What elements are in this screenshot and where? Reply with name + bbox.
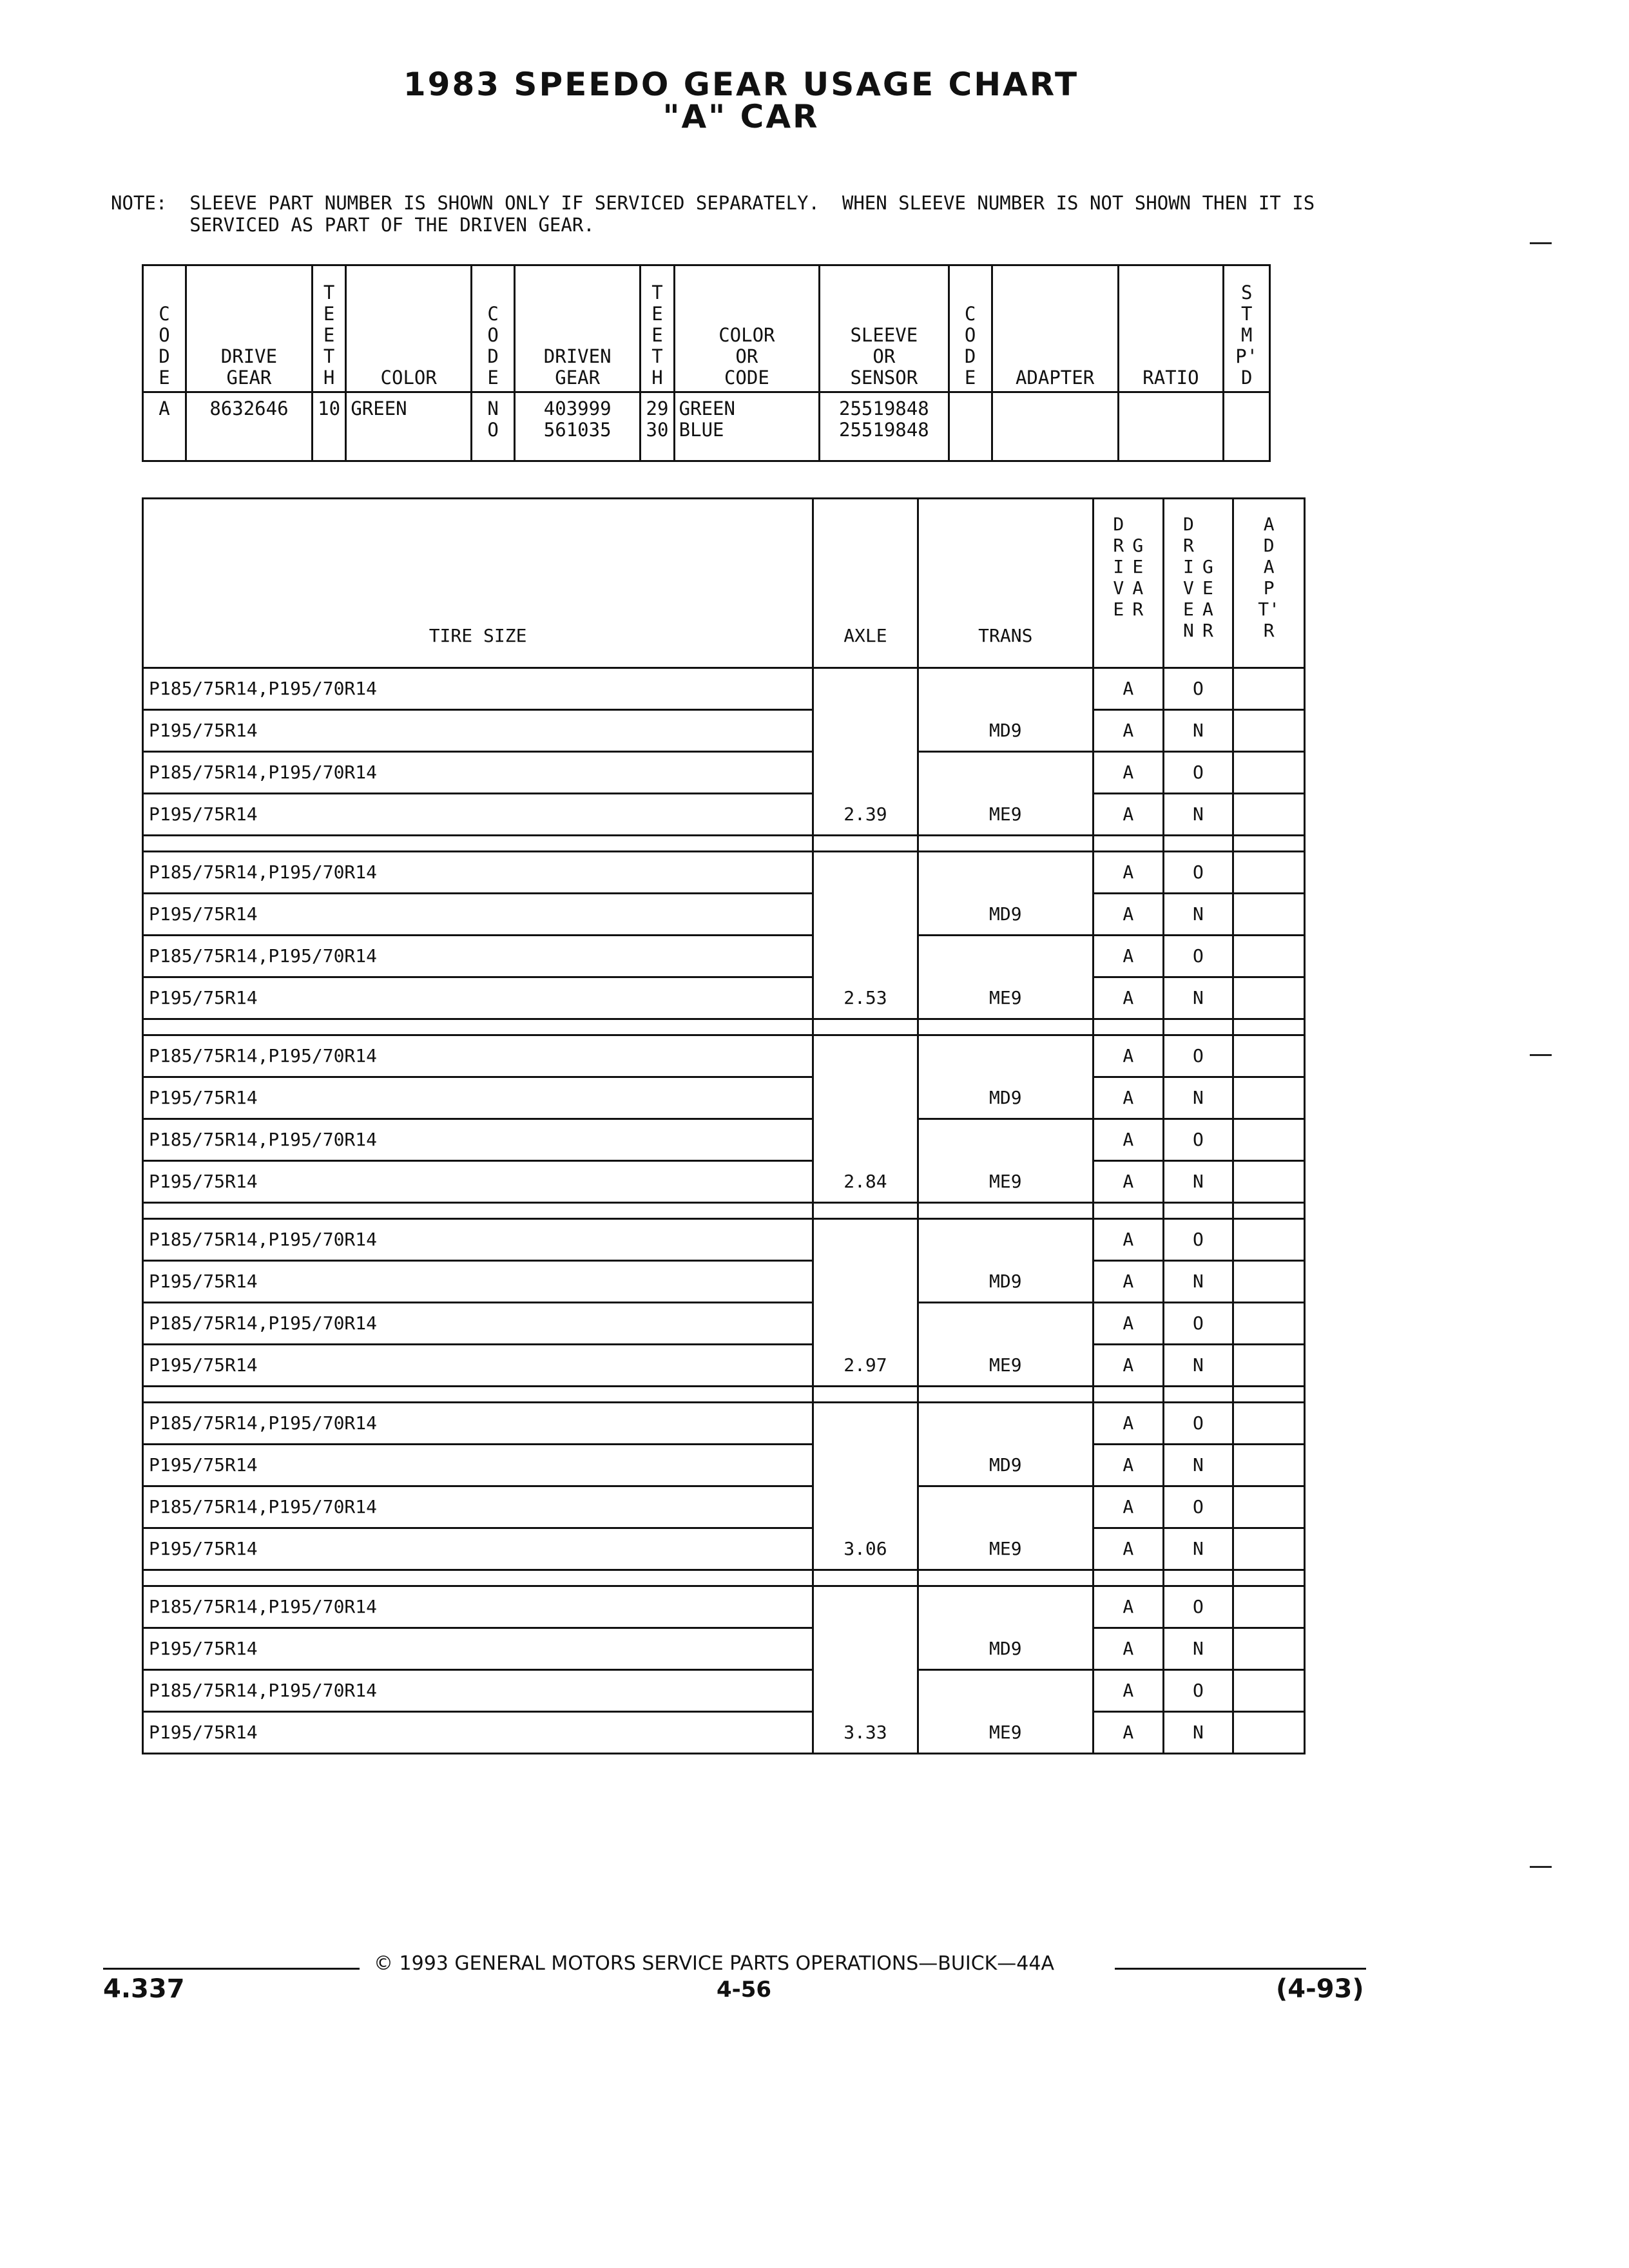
tire-size-cell: P195/75R14 (143, 1712, 813, 1754)
table-row (143, 1403, 1305, 1445)
tire-size-cell: P185/75R14,P195/70R14 (143, 1303, 813, 1345)
driven-gear-cell: O (1163, 852, 1233, 894)
spacer-cell (918, 1019, 1093, 1035)
spacer-cell (1233, 1387, 1305, 1403)
footer-rule-right (1115, 1968, 1366, 1970)
adapter-cell (1233, 1628, 1305, 1670)
ratio-header: RATIO (1118, 265, 1224, 392)
trans-header: TRANS (918, 499, 1093, 668)
adapter-cell (1233, 1403, 1305, 1445)
driven-gear-cell: O (1163, 1219, 1233, 1261)
spacer-cell (1163, 1203, 1233, 1219)
trans-cell: ME9 (918, 1670, 1093, 1754)
trans-cell: ME9 (918, 1303, 1093, 1387)
driven-gear-cell: N (1163, 977, 1233, 1019)
tire-size-cell: P195/75R14 (143, 1445, 813, 1486)
tire-size-cell: P195/75R14 (143, 1161, 813, 1203)
driven-gear-cell: N (1163, 894, 1233, 936)
sleeve-cell: 25519848 25519848 (820, 392, 949, 461)
tire-size-cell: P185/75R14,P195/70R14 (143, 936, 813, 977)
code3-cell (949, 392, 992, 461)
adapter-cell (992, 392, 1118, 461)
driven-gear-header: DRIVEN GEAR (515, 265, 641, 392)
color-cell: GREEN (346, 392, 472, 461)
spacer-cell (813, 836, 918, 852)
drive-gear-cell: A (1093, 894, 1163, 936)
spacer-cell (1163, 1387, 1233, 1403)
tire-size-cell: P185/75R14,P195/70R14 (143, 1486, 813, 1528)
table-row (143, 852, 1305, 894)
drive-gear-cell: A (1093, 1303, 1163, 1345)
gear-table-header (143, 265, 1270, 392)
spacer-cell (918, 836, 1093, 852)
drive-gear-cell: A (1093, 1628, 1163, 1670)
drive-gear-cell: A (1093, 1119, 1163, 1161)
adapter-cell (1233, 1261, 1305, 1303)
tire-size-cell: P185/75R14,P195/70R14 (143, 1670, 813, 1712)
drive-gear-cell: 8632646 (186, 392, 312, 461)
adapter-cell (1233, 1345, 1305, 1387)
adapter-cell (1233, 710, 1305, 752)
adapter-cell (1233, 1445, 1305, 1486)
table-row (143, 1119, 1305, 1161)
axle-cell: 2.84 (813, 1035, 918, 1203)
margin-tick (1530, 242, 1552, 244)
tire-size-cell: P195/75R14 (143, 1077, 813, 1119)
adapter-cell (1233, 752, 1305, 794)
driven-gear-cell: O (1163, 752, 1233, 794)
spacer-cell (813, 1387, 918, 1403)
footer-left-page: 4.337 (103, 1974, 185, 2004)
trans-cell: ME9 (918, 752, 1093, 836)
drive-gear-cell: A (1093, 1219, 1163, 1261)
tire-size-cell: P195/75R14 (143, 1345, 813, 1387)
footer-copyright: © 1993 GENERAL MOTORS SERVICE PARTS OPERATIONS—BUICK—44A (374, 1952, 1055, 1975)
trans-cell: MD9 (918, 852, 1093, 936)
driven-gear-cell: O (1163, 1670, 1233, 1712)
adapter-cell (1233, 1712, 1305, 1754)
teeth2-cell: 29 30 (641, 392, 674, 461)
drive-gear-header: D R I V EG E A R (1093, 499, 1163, 668)
footer-right-page: (4-93) (1276, 1974, 1364, 2004)
table-row (143, 1486, 1305, 1528)
table-row (143, 1445, 1305, 1486)
adapter-cell (1233, 668, 1305, 710)
spacer-cell (1093, 1387, 1163, 1403)
drive-gear-cell: A (1093, 1077, 1163, 1119)
spacer-cell (1093, 836, 1163, 852)
trans-cell: ME9 (918, 1486, 1093, 1570)
adapter-cell (1233, 1670, 1305, 1712)
tire-size-cell: P185/75R14,P195/70R14 (143, 752, 813, 794)
drive-gear-cell: A (1093, 977, 1163, 1019)
tire-size-cell: P195/75R14 (143, 710, 813, 752)
drive-gear-cell: A (1093, 852, 1163, 894)
spacer-cell (918, 1570, 1093, 1586)
spacer-cell (143, 1387, 813, 1403)
group-spacer-row (143, 1570, 1305, 1586)
driven-gear-cell: N (1163, 1077, 1233, 1119)
drive-gear-header: DRIVE GEAR (186, 265, 312, 392)
teeth-header: T E E T H (312, 265, 345, 392)
tire-size-cell: P185/75R14,P195/70R14 (143, 1403, 813, 1445)
table-row (143, 1628, 1305, 1670)
spacer-cell (1233, 1019, 1305, 1035)
drive-gear-cell: A (1093, 1486, 1163, 1528)
color-or-code-header: COLOR OR CODE (674, 265, 819, 392)
group-spacer-row (143, 836, 1305, 852)
drive-gear-cell: A (1093, 936, 1163, 977)
usage-table-header (143, 499, 1305, 668)
tire-size-cell: P185/75R14,P195/70R14 (143, 1035, 813, 1077)
table-row (143, 794, 1305, 836)
sleeve-note: NOTE: SLEEVE PART NUMBER IS SHOWN ONLY IF SERVICED SEPARATELY. WHEN SLEEVE NUMBER IS NOT SHOWN THEN IT IS SERVICED AS PART OF THE DRIVEN GEAR. (111, 192, 1315, 236)
drive-gear-cell: A (1093, 1670, 1163, 1712)
group-spacer-row (143, 1203, 1305, 1219)
code2-header: C O D E (472, 265, 515, 392)
adapter-header: ADAPTER (992, 265, 1118, 392)
footer-center-page: 4-56 (717, 1977, 772, 2003)
adapter-header: A D A P T' R (1233, 499, 1305, 668)
spacer-cell (1093, 1570, 1163, 1586)
tire-size-cell: P185/75R14,P195/70R14 (143, 1586, 813, 1628)
table-row (143, 1077, 1305, 1119)
driven-gear-cell: N (1163, 1345, 1233, 1387)
spacer-cell (918, 1387, 1093, 1403)
drive-gear-cell: A (1093, 1403, 1163, 1445)
adapter-cell (1233, 1303, 1305, 1345)
trans-cell: MD9 (918, 1035, 1093, 1119)
drive-gear-cell: A (1093, 1261, 1163, 1303)
table-row (143, 977, 1305, 1019)
stmpd-header: S T M P' D (1224, 265, 1270, 392)
driven-gear-cell: N (1163, 1261, 1233, 1303)
code-header: C O D E (143, 265, 186, 392)
tire-size-header: TIRE SIZE (143, 499, 813, 668)
spacer-cell (813, 1019, 918, 1035)
code2-cell: N O (472, 392, 515, 461)
driven-gear-cell: O (1163, 1119, 1233, 1161)
trans-cell: ME9 (918, 1119, 1093, 1203)
tire-size-cell: P195/75R14 (143, 977, 813, 1019)
table-row (143, 1161, 1305, 1203)
table-row (143, 1303, 1305, 1345)
usage-table (142, 497, 1306, 1754)
trans-cell: MD9 (918, 1586, 1093, 1670)
spacer-cell (1233, 1203, 1305, 1219)
margin-tick (1530, 1054, 1552, 1056)
tire-size-cell: P195/75R14 (143, 1528, 813, 1570)
table-row (143, 894, 1305, 936)
axle-cell: 2.39 (813, 668, 918, 836)
table-row (143, 1345, 1305, 1387)
driven-gear-cell: O (1163, 1035, 1233, 1077)
page-subtitle: "A" CAR (662, 98, 820, 135)
drive-gear-cell: A (1093, 1528, 1163, 1570)
trans-cell: MD9 (918, 1403, 1093, 1486)
table-row (143, 668, 1305, 710)
drive-gear-cell: A (1093, 752, 1163, 794)
drive-gear-cell: A (1093, 710, 1163, 752)
margin-tick (1530, 1866, 1552, 1868)
axle-cell: 2.97 (813, 1219, 918, 1387)
sleeve-header: SLEEVE OR SENSOR (820, 265, 949, 392)
axle-cell: 2.53 (813, 852, 918, 1019)
driven-gear-cell: O (1163, 1303, 1233, 1345)
table-row (143, 1261, 1305, 1303)
driven-gear-cell: N (1163, 1628, 1233, 1670)
group-spacer-row (143, 1387, 1305, 1403)
adapter-cell (1233, 1161, 1305, 1203)
table-row (143, 1035, 1305, 1077)
footer-rule-left (103, 1968, 360, 1970)
driven-gear-cell: N (1163, 794, 1233, 836)
tire-size-cell: P195/75R14 (143, 1261, 813, 1303)
drive-gear-cell: A (1093, 1586, 1163, 1628)
drive-gear-cell: A (1093, 668, 1163, 710)
axle-cell: 3.33 (813, 1586, 918, 1754)
table-row (143, 1586, 1305, 1628)
ratio-cell (1118, 392, 1224, 461)
table-row (143, 752, 1305, 794)
table-row (143, 1712, 1305, 1754)
usage-table-body (143, 668, 1305, 1754)
driven-gear-cell: N (1163, 710, 1233, 752)
driven-gear-cell: 403999 561035 (515, 392, 641, 461)
spacer-cell (918, 1203, 1093, 1219)
table-row (143, 1219, 1305, 1261)
driven-gear-cell: N (1163, 1712, 1233, 1754)
drive-gear-cell: A (1093, 1345, 1163, 1387)
adapter-cell (1233, 852, 1305, 894)
code3-header: C O D E (949, 265, 992, 392)
axle-header: AXLE (813, 499, 918, 668)
adapter-cell (1233, 894, 1305, 936)
table-row (143, 936, 1305, 977)
code-cell: A (143, 392, 186, 461)
adapter-cell (1233, 1586, 1305, 1628)
color-or-code-cell: GREEN BLUE (674, 392, 819, 461)
table-row (143, 1670, 1305, 1712)
tire-size-cell: P185/75R14,P195/70R14 (143, 1219, 813, 1261)
driven-gear-cell: N (1163, 1528, 1233, 1570)
spacer-cell (1093, 1019, 1163, 1035)
trans-cell: MD9 (918, 1219, 1093, 1303)
axle-cell: 3.06 (813, 1403, 918, 1570)
stmpd-cell (1224, 392, 1270, 461)
table-row (143, 710, 1305, 752)
spacer-cell (1163, 836, 1233, 852)
driven-gear-cell: O (1163, 668, 1233, 710)
drive-gear-cell: A (1093, 1035, 1163, 1077)
driven-gear-cell: O (1163, 1586, 1233, 1628)
table-row (143, 1528, 1305, 1570)
trans-cell: ME9 (918, 936, 1093, 1019)
spacer-cell (813, 1570, 918, 1586)
adapter-cell (1233, 936, 1305, 977)
driven-gear-cell: O (1163, 1486, 1233, 1528)
teeth2-header: T E E T H (641, 265, 674, 392)
teeth-cell: 10 (312, 392, 345, 461)
tire-size-cell: P195/75R14 (143, 794, 813, 836)
tire-size-cell: P185/75R14,P195/70R14 (143, 668, 813, 710)
tire-size-cell: P185/75R14,P195/70R14 (143, 1119, 813, 1161)
adapter-cell (1233, 1528, 1305, 1570)
adapter-cell (1233, 1077, 1305, 1119)
adapter-cell (1233, 1219, 1305, 1261)
color-header: COLOR (346, 265, 472, 392)
drive-gear-cell: A (1093, 1161, 1163, 1203)
spacer-cell (143, 1203, 813, 1219)
spacer-cell (143, 1570, 813, 1586)
spacer-cell (143, 1019, 813, 1035)
spacer-cell (1163, 1570, 1233, 1586)
driven-gear-cell: N (1163, 1161, 1233, 1203)
adapter-cell (1233, 1119, 1305, 1161)
driven-gear-cell: O (1163, 1403, 1233, 1445)
drive-gear-cell: A (1093, 1712, 1163, 1754)
adapter-cell (1233, 1486, 1305, 1528)
driven-gear-cell: O (1163, 936, 1233, 977)
drive-gear-cell: A (1093, 794, 1163, 836)
spacer-cell (1233, 836, 1305, 852)
spacer-cell (1093, 1203, 1163, 1219)
page-title: 1983 SPEEDO GEAR USAGE CHART (403, 66, 1079, 103)
spacer-cell (143, 836, 813, 852)
spacer-cell (1233, 1570, 1305, 1586)
adapter-cell (1233, 794, 1305, 836)
trans-cell: MD9 (918, 668, 1093, 752)
adapter-cell (1233, 977, 1305, 1019)
tire-size-cell: P185/75R14,P195/70R14 (143, 852, 813, 894)
drive-gear-cell: A (1093, 1445, 1163, 1486)
tire-size-cell: P195/75R14 (143, 1628, 813, 1670)
tire-size-cell: P195/75R14 (143, 894, 813, 936)
gear-table (142, 264, 1271, 462)
driven-gear-cell: N (1163, 1445, 1233, 1486)
spacer-cell (1163, 1019, 1233, 1035)
gear-table-row (143, 392, 1270, 461)
group-spacer-row (143, 1019, 1305, 1035)
spacer-cell (813, 1203, 918, 1219)
driven-gear-header: D R I V E NG E A R (1163, 499, 1233, 668)
adapter-cell (1233, 1035, 1305, 1077)
